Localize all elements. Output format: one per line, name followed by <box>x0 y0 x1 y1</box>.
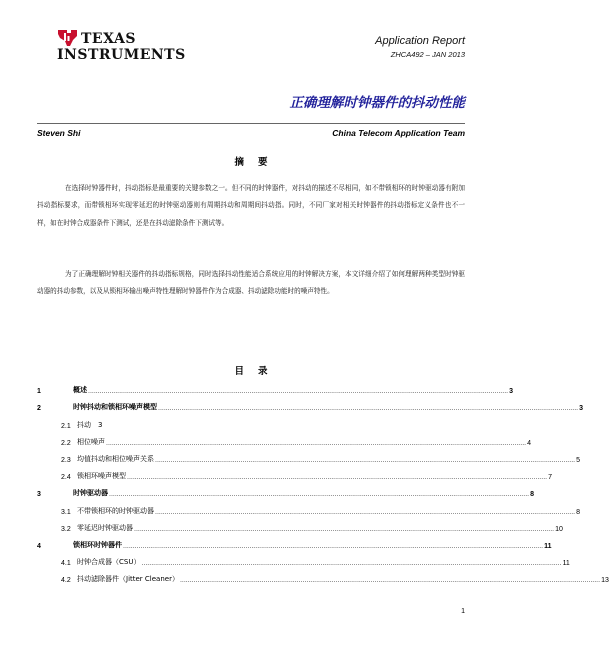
toc-entry-page: 5 <box>576 456 580 464</box>
toc-leader: ........................................................................................................................................................................................................................ <box>127 474 548 482</box>
toc-entry[interactable] <box>37 378 513 396</box>
toc-entry-title: 锁相环时钟器件 <box>73 540 122 549</box>
toc-entry-number: 3.2 <box>61 525 71 533</box>
toc-entry-number: 3.1 <box>61 508 71 516</box>
toc-entry[interactable] <box>37 447 580 464</box>
toc-entry-title: 概述 <box>73 386 87 395</box>
toc-entry-page: 11 <box>562 560 570 568</box>
toc-leader: ........................................................................................................................................................................................................................ <box>158 405 579 413</box>
toc-entry-title: 时钟驱动器 <box>73 489 108 498</box>
toc-entry-page: 8 <box>530 491 534 499</box>
toc-entry-page: 3 <box>509 388 513 396</box>
toc-leader: ........................................................................................................................................................................................................................ <box>109 491 530 499</box>
toc-entry-number: 2.2 <box>61 439 71 447</box>
abstract-paragraph: 为了正确理解时钟相关器件的抖动指标规格，同时选择抖动性能适合系统应用的时钟解决方案，本文详细介绍了如何理解两种类型时钟驱动器的抖动参数，以及从锁相环输出噪声特性理解时钟器件作为合成器、抖动滤除功能时的噪声特性。 <box>37 270 465 296</box>
toc-entry-number: 2.4 <box>61 474 71 482</box>
toc-entry-page: 7 <box>548 474 552 482</box>
toc-entry-page: 4 <box>527 439 531 447</box>
toc-entry-title: 相位噪声 <box>77 437 105 446</box>
toc-leader: ........................................................................................................................................................................................................................ <box>155 508 576 516</box>
toc-leader: ........................................................................................................................................................................................................................ <box>179 577 601 585</box>
toc-entry-page: 11 <box>544 542 552 550</box>
table-of-contents <box>37 378 609 585</box>
toc-entry[interactable] <box>37 567 609 585</box>
ti-texas-logo-icon <box>55 28 81 48</box>
toc-entry[interactable] <box>37 498 580 516</box>
toc-entry-title: 锁相环噪声模型 <box>77 472 126 481</box>
brand-line2: INSTRUMENTS <box>57 47 186 63</box>
document-title: 正确理解时钟器件的抖动性能 <box>289 95 465 111</box>
brand-line1: TEXAS <box>81 31 136 47</box>
toc-leader: ........................................................................................................................................................................................................................ <box>134 525 555 533</box>
toc-entry-title: 抖动滤除器件（Jitter Cleaner） <box>77 575 179 584</box>
toc-entry-title: 抖动 3 <box>77 420 103 429</box>
company-logo <box>55 28 205 64</box>
toc-leader: ........................................................................................................................................................................................................................ <box>106 439 527 447</box>
toc-entry[interactable] <box>37 430 531 447</box>
toc-entry[interactable] <box>37 516 563 533</box>
toc-entry-page: 8 <box>576 508 580 516</box>
toc-leader: ........................................................................................................................................................................................................................ <box>123 542 544 550</box>
toc-entry-number: 2 <box>37 405 41 413</box>
toc-entry-title: 不带锁相环的时钟驱动器 <box>77 506 154 515</box>
toc-leader: ........................................................................................................................................................................................................................ <box>155 456 576 464</box>
toc-entry[interactable] <box>37 481 534 499</box>
toc-entry-number: 2.3 <box>61 456 71 464</box>
toc-entry-number: 3 <box>37 491 41 499</box>
author: Steven Shi <box>37 128 81 138</box>
toc-entry[interactable] <box>37 412 465 429</box>
toc-entry-number: 1 <box>37 388 41 396</box>
toc-entry-page: 3 <box>579 405 583 413</box>
report-number: ZHCA492 – JAN 2013 <box>390 50 465 59</box>
toc-entry[interactable] <box>37 395 583 413</box>
title-divider <box>37 123 465 124</box>
report-type: Application Report <box>375 35 465 47</box>
abstract-heading: 摘要 <box>234 157 282 168</box>
toc-entry-page: 13 <box>601 577 609 585</box>
abstract-paragraph: 在选择时钟器件时，抖动指标是最重要的关键参数之一。但不同的时钟器件，对抖动的描述不尽相同，如不带锁相环的时钟驱动器有附加抖动指标要求，而带锁相环实现零延迟的时钟驱动器则有周期抖动和周期间抖动指。同时，不同厂家对相关时钟器件的抖动指标定义条件也不一样，如在时钟合成器条件下测试，还是在抖动滤除条件下测试等。 <box>37 184 465 227</box>
team: China Telecom Application Team <box>332 128 465 138</box>
toc-entry-title: 时钟合成器（CSU） <box>77 558 141 567</box>
page-number: 1 <box>461 608 465 615</box>
toc-entry-page: 10 <box>555 525 563 533</box>
toc-entry-number: 4 <box>37 542 41 550</box>
toc-leader: ........................................................................................................................................................................................................................ <box>88 388 509 396</box>
toc-entry-title: 时钟抖动和锁相环噪声模型 <box>73 403 157 412</box>
toc-entry-title: 均值抖动和相位噪声关系 <box>77 454 154 463</box>
toc-entry-number: 2.1 <box>61 422 71 430</box>
toc-entry-number: 4.1 <box>61 560 71 568</box>
toc-entry[interactable] <box>37 533 552 550</box>
toc-entry[interactable] <box>37 464 552 482</box>
toc-heading: 目录 <box>234 366 282 377</box>
toc-entry[interactable] <box>37 550 570 568</box>
toc-leader: ........................................................................................................................................................................................................................ <box>141 560 562 568</box>
toc-entry-number: 4.2 <box>61 577 71 585</box>
toc-entry-title: 零延迟时钟驱动器 <box>77 523 133 532</box>
